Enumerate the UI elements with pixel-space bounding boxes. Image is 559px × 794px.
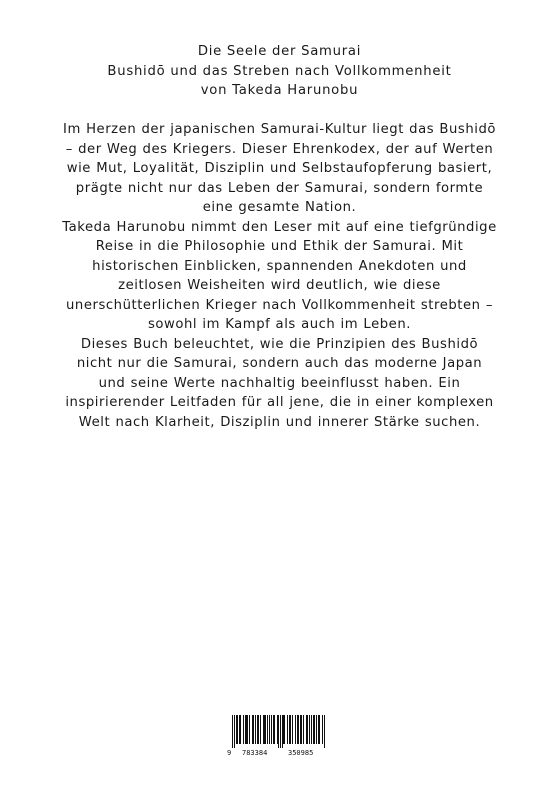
book-subtitle: Bushidō und das Streben nach Vollkommenheit	[107, 63, 452, 79]
barcode-bar	[289, 715, 290, 744]
barcode-bar	[257, 715, 258, 744]
blurb-line: nicht nur die Samurai, sondern auch das moderne Japan	[76, 356, 483, 371]
barcode-digit-first: 9	[227, 749, 232, 757]
barcode-bar	[255, 715, 256, 744]
blurb-line: und seine Werte nachhaltig beeinflusst haben. Ein	[98, 375, 461, 391]
blurb-line: zeitlosen Weisheiten wird deutlich, wie diese	[118, 278, 441, 293]
barcode-bar	[301, 715, 302, 744]
barcode-bar	[247, 715, 248, 744]
barcode-bar	[236, 715, 237, 744]
barcode-bar	[283, 715, 284, 744]
barcode-bar	[311, 715, 312, 744]
barcode-bar	[243, 715, 244, 744]
barcode-bar	[322, 715, 323, 744]
barcode-bar	[234, 715, 235, 748]
author-line: von Takeda Harunobu	[200, 83, 359, 98]
blurb-line: Welt nach Klarheit, Disziplin und innerer Stärke suchen.	[78, 414, 481, 430]
barcode-bar	[282, 715, 283, 748]
blurb-line: eine gesamte Nation.	[202, 200, 357, 215]
barcode-bar	[316, 715, 317, 744]
barcode-bar	[295, 715, 296, 744]
barcode-bar	[252, 715, 253, 744]
blurb-line: Reise in die Philosophie und Ethik der Samurai. Mit	[95, 239, 464, 254]
barcode-bar	[324, 715, 325, 748]
blurb-line: Takeda Harunobu nimmt den Leser mit auf eine tiefgründige	[62, 219, 497, 235]
barcode-bar	[273, 715, 274, 744]
barcode-bar	[284, 715, 285, 744]
barcode-bar	[318, 715, 319, 744]
blurb-line: – der Weg des Kriegers. Dieser Ehrenkodex, der auf Werten	[65, 141, 494, 157]
barcode-bar	[249, 715, 250, 744]
barcode-bar	[269, 715, 270, 744]
barcode-bar	[264, 715, 265, 744]
barcode-bar	[265, 715, 266, 744]
blurb-line: unerschütterlichen Krieger nach Vollkommenheit strebten –	[66, 297, 493, 313]
barcode-bar	[290, 715, 291, 744]
barcode-bar	[313, 715, 314, 744]
barcode-bar	[267, 715, 268, 744]
barcode-bar	[292, 715, 293, 744]
barcode-bar	[258, 715, 259, 744]
barcode-digits-left: 783384	[242, 749, 268, 757]
barcode-bar	[319, 715, 320, 744]
barcode-bar	[307, 715, 308, 744]
barcode-bar	[260, 715, 261, 744]
blurb-line: Im Herzen der japanischen Samurai-Kultur liegt das Bushidō	[63, 122, 496, 137]
barcode-number	[226, 748, 332, 758]
barcode-bar	[240, 715, 241, 744]
barcode-bar	[237, 715, 238, 744]
barcode-bar	[239, 715, 240, 744]
barcode-bar	[232, 715, 233, 748]
barcode-bar	[263, 715, 264, 744]
barcode-bar	[280, 715, 281, 748]
back-cover-blurb	[34, 120, 525, 432]
barcode-bar	[245, 715, 246, 744]
blurb-line: wie Mut, Loyalität, Disziplin und Selbstaufopferung basiert,	[66, 161, 493, 176]
barcode-bar	[246, 715, 247, 744]
barcode-bar	[278, 715, 279, 748]
barcode-digits-right: 350985	[288, 749, 314, 757]
blurb-line: Dieses Buch beleuchtet, wie die Prinzipien des Bushidō	[80, 336, 479, 352]
title-block	[0, 42, 559, 101]
barcode-bar	[309, 715, 310, 744]
book-title: Die Seele der Samurai	[197, 44, 362, 59]
barcode-bar	[297, 715, 298, 744]
blurb-line: prägte nicht nur das Leben der Samurai, sondern formte	[75, 180, 484, 196]
barcode-bar	[274, 715, 275, 744]
barcode-bar	[303, 715, 304, 744]
blurb-line: sowohl im Kampf als auch im Leben.	[148, 317, 411, 332]
barcode-bars	[226, 715, 332, 748]
barcode-bar	[314, 715, 315, 744]
barcode-bar	[300, 715, 301, 744]
barcode-bar	[271, 715, 272, 744]
barcode-bar	[253, 715, 254, 744]
barcode-bar	[287, 715, 288, 744]
barcode-bar	[306, 715, 307, 744]
blurb-line: inspirierender Leitfaden für all jene, die in einer komplexen	[65, 395, 494, 410]
barcode-bar	[277, 715, 278, 744]
blurb-line: historischen Einblicken, spannenden Anekdoten und	[92, 258, 467, 274]
barcode-bar	[298, 715, 299, 744]
